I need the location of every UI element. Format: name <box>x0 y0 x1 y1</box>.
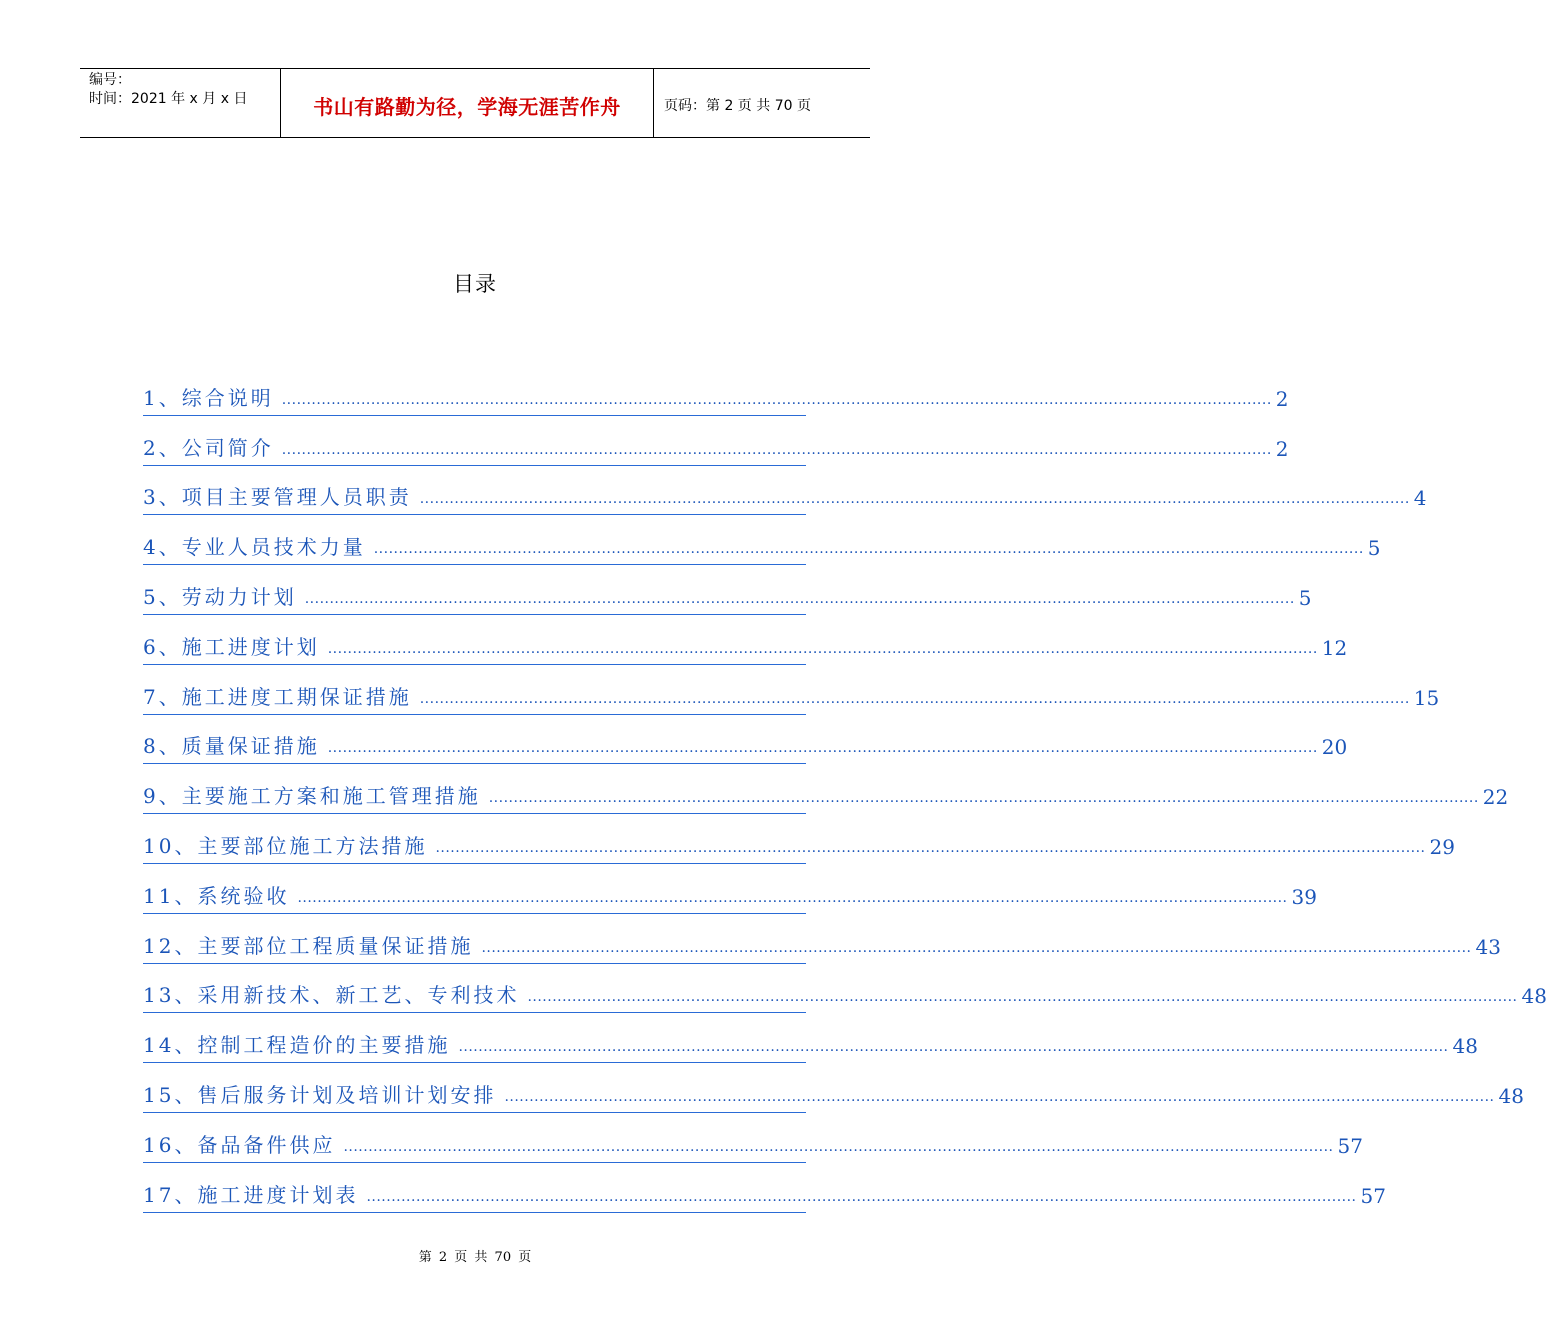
toc-entry-link[interactable] <box>143 1063 1524 1113</box>
toc-entry-link[interactable] <box>143 1163 1386 1213</box>
toc-entry-label: 1、综合说明 <box>143 385 274 410</box>
toc-dot-leader: ........................................................................................................................................................................................................ <box>481 939 1472 956</box>
toc-entry-page: 12 <box>1321 635 1348 660</box>
toc-entry-page: 43 <box>1475 934 1501 959</box>
toc-entry-page: 15 <box>1413 685 1440 710</box>
toc-entry-label: 9、主要施工方案和施工管理措施 <box>143 784 481 809</box>
toc-dot-leader: ........................................................................................................................................................................................................ <box>527 989 1518 1006</box>
toc-entry-page: 57 <box>1360 1183 1386 1208</box>
toc-dot-leader: ........................................................................................................................................................................................................ <box>419 690 1410 707</box>
toc-entry-link[interactable] <box>143 1113 1363 1163</box>
toc-entry-link[interactable] <box>143 565 1312 615</box>
toc-entry-label: 15、售后服务计划及培训计划安排 <box>143 1082 497 1107</box>
toc-dot-leader: ........................................................................................................................................................................................................ <box>343 1138 1334 1155</box>
toc-entry-page: 2 <box>1275 436 1289 461</box>
toc-entry-link[interactable] <box>143 914 1501 964</box>
toc-entry-link[interactable] <box>143 466 1427 516</box>
header-page-cell <box>654 69 870 137</box>
toc-entry-link[interactable] <box>143 715 1348 765</box>
toc-entry-page: 2 <box>1275 386 1289 411</box>
toc-dot-leader: ........................................................................................................................................................................................................ <box>504 1088 1495 1105</box>
toc-entry-link[interactable] <box>143 814 1455 864</box>
toc-entry-page: 4 <box>1413 486 1427 511</box>
toc-entry-page: 20 <box>1321 735 1348 760</box>
toc-entry-link[interactable] <box>143 416 1289 466</box>
toc-dot-leader: ........................................................................................................................................................................................................ <box>297 889 1288 906</box>
toc-entry-link[interactable] <box>143 515 1381 565</box>
toc-entry-label: 17、施工进度计划表 <box>143 1182 359 1207</box>
toc-entry-link[interactable] <box>143 964 1547 1014</box>
page-header <box>80 68 870 138</box>
toc-dot-leader: ........................................................................................................................................................................................................ <box>281 391 1272 408</box>
toc-title: 目录 <box>453 272 497 296</box>
toc-dot-leader: ........................................................................................................................................................................................................ <box>373 541 1364 558</box>
toc-entry-label: 12、主要部位工程质量保证措施 <box>143 933 474 958</box>
document-number-label: 编号： <box>89 72 131 88</box>
toc-entry-link[interactable] <box>143 864 1317 914</box>
toc-entry-label: 7、施工进度工期保证措施 <box>143 684 412 709</box>
toc-entry-label: 13、采用新技术、新工艺、专利技术 <box>143 983 520 1008</box>
toc-entry-label: 6、施工进度计划 <box>143 634 320 659</box>
toc-entry-label: 3、项目主要管理人员职责 <box>143 485 412 510</box>
toc-entry-page: 48 <box>1498 1083 1524 1108</box>
toc-entry-page: 29 <box>1429 834 1455 859</box>
toc-entry-label: 5、劳动力计划 <box>143 584 297 609</box>
toc-entry-label: 10、主要部位施工方法措施 <box>143 833 428 858</box>
toc-entry-label: 2、公司简介 <box>143 435 274 460</box>
toc-dot-leader: ........................................................................................................................................................................................................ <box>458 1039 1449 1056</box>
toc-dot-leader: ........................................................................................................................................................................................................ <box>327 640 1318 657</box>
toc-entry-link[interactable] <box>143 665 1440 715</box>
toc-entry-page: 5 <box>1298 585 1312 610</box>
document-date-label: 时间：2021 年 x 月 x 日 <box>89 91 248 107</box>
header-motto-cell <box>281 69 654 137</box>
toc-entry-page: 22 <box>1482 785 1509 810</box>
header-motto: 书山有路勤为径，学海无涯苦作舟 <box>313 94 621 119</box>
toc-dot-leader: ........................................................................................................................................................................................................ <box>419 491 1410 508</box>
table-of-contents <box>143 366 1547 1213</box>
toc-entry-page: 48 <box>1521 984 1547 1009</box>
toc-entry-link[interactable] <box>143 764 1509 814</box>
toc-entry-label: 14、控制工程造价的主要措施 <box>143 1033 451 1058</box>
toc-dot-leader: ........................................................................................................................................................................................................ <box>281 441 1272 458</box>
toc-dot-leader: ........................................................................................................................................................................................................ <box>327 740 1318 757</box>
toc-entry-label: 11、系统验收 <box>143 883 290 908</box>
toc-entry-label: 16、备品备件供应 <box>143 1132 336 1157</box>
page-footer: 第 2 页 共 70 页 <box>418 1250 532 1265</box>
toc-entry-page: 39 <box>1291 884 1317 909</box>
toc-dot-leader: ........................................................................................................................................................................................................ <box>304 590 1295 607</box>
toc-entry-link[interactable] <box>143 1013 1478 1063</box>
toc-dot-leader: ........................................................................................................................................................................................................ <box>435 839 1426 856</box>
toc-dot-leader: ........................................................................................................................................................................................................ <box>488 790 1479 807</box>
toc-dot-leader: ........................................................................................................................................................................................................ <box>366 1188 1357 1205</box>
header-meta-cell <box>80 69 281 137</box>
toc-entry-label: 4、专业人员技术力量 <box>143 535 366 560</box>
toc-entry-page: 5 <box>1367 536 1381 561</box>
toc-entry-page: 48 <box>1452 1034 1478 1059</box>
toc-entry-label: 8、质量保证措施 <box>143 734 320 759</box>
toc-entry-link[interactable] <box>143 615 1348 665</box>
toc-entry-page: 57 <box>1337 1133 1363 1158</box>
toc-entry-link[interactable] <box>143 366 1289 416</box>
header-page-info: 页码：第 2 页 共 70 页 <box>664 98 811 114</box>
